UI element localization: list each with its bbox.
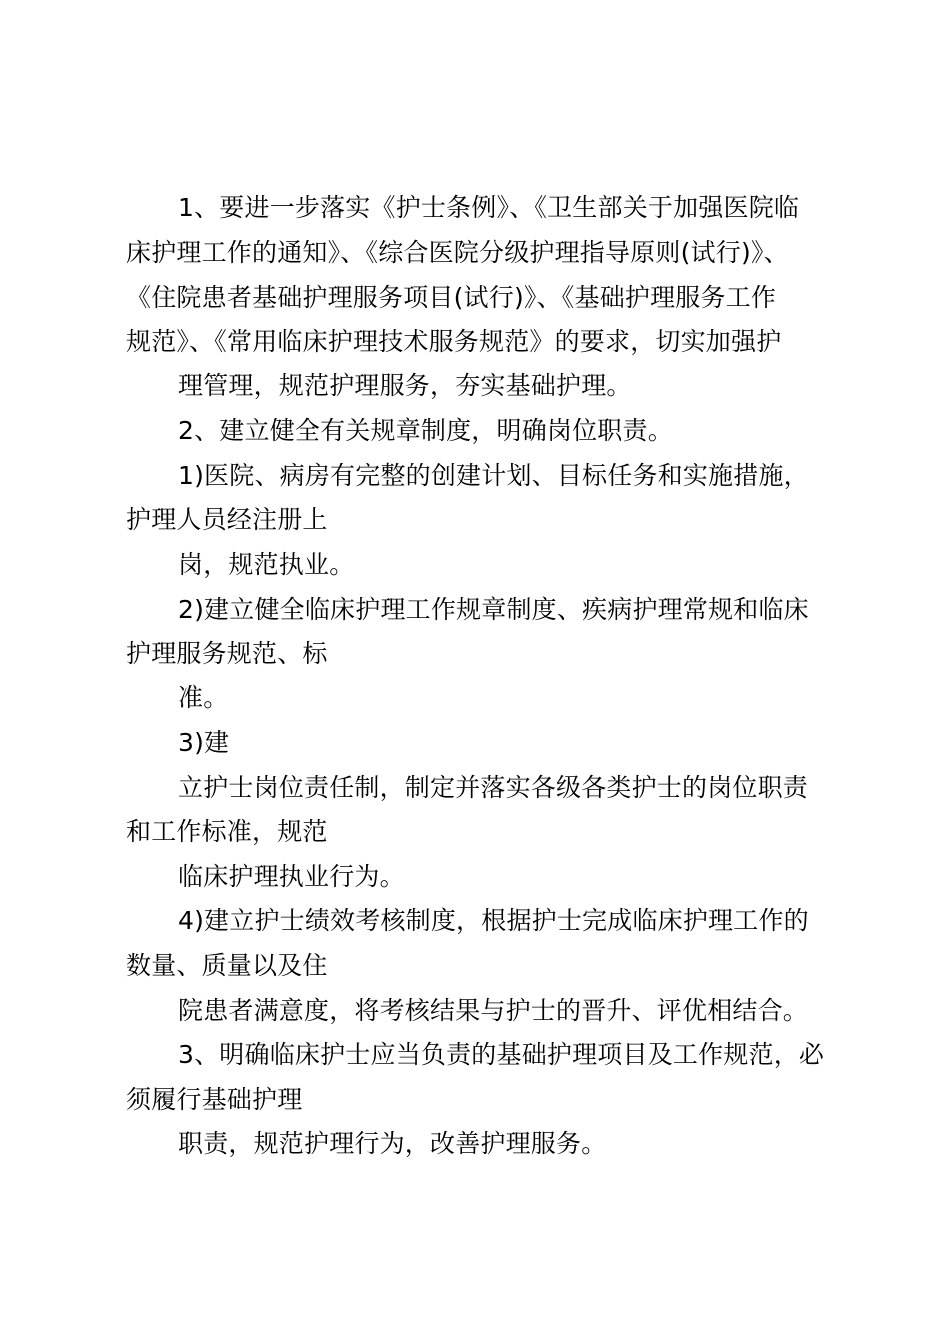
text-line: 职责，规范护理行为，改善护理服务。: [178, 1129, 607, 1158]
text-line: 护理人员经注册上: [126, 505, 328, 534]
text-line: 规范》、《常用临床护理技术服务规范》的要求，切实加强护: [126, 327, 782, 356]
text-line: 1、要进一步落实《护士条例》、《卫生部关于加强医院临: [178, 193, 800, 222]
text-line: 院患者满意度，将考核结果与护士的晋升、评优相结合。: [178, 996, 809, 1025]
text-line: 《住院患者基础护理服务项目(试行)》、《基础护理服务工作: [126, 283, 777, 312]
text-line: 2、建立健全有关规章制度，明确岗位职责。: [178, 416, 673, 445]
text-line: 岗，规范执业。: [178, 550, 355, 579]
text-line: 和工作标准，规范: [126, 817, 328, 846]
text-line: 立护士岗位责任制，制定并落实各级各类护士的岗位职责: [178, 773, 809, 802]
text-line: 准。: [178, 683, 229, 712]
text-line: 4)建立护士绩效考核制度，根据护士完成临床护理工作的: [178, 906, 809, 935]
text-line: 临床护理执业行为。: [178, 862, 405, 891]
text-line: 2)建立健全临床护理工作规章制度、疾病护理常规和临床: [178, 595, 809, 624]
text-line: 理管理，规范护理服务，夯实基础护理。: [178, 371, 632, 400]
text-line: 数量、质量以及住: [126, 951, 328, 980]
text-line: 3)建: [178, 728, 230, 757]
text-line: 1)医院、病房有完整的创建计划、目标任务和实施措施，: [178, 461, 809, 490]
text-line: 床护理工作的通知》、《综合医院分级护理指导原则(试行)》、: [126, 238, 789, 267]
text-line: 须履行基础护理: [126, 1085, 303, 1114]
text-line: 护理服务规范、标: [126, 639, 328, 668]
text-line: 3、明确临床护士应当负责的基础护理项目及工作规范，必: [178, 1040, 825, 1069]
